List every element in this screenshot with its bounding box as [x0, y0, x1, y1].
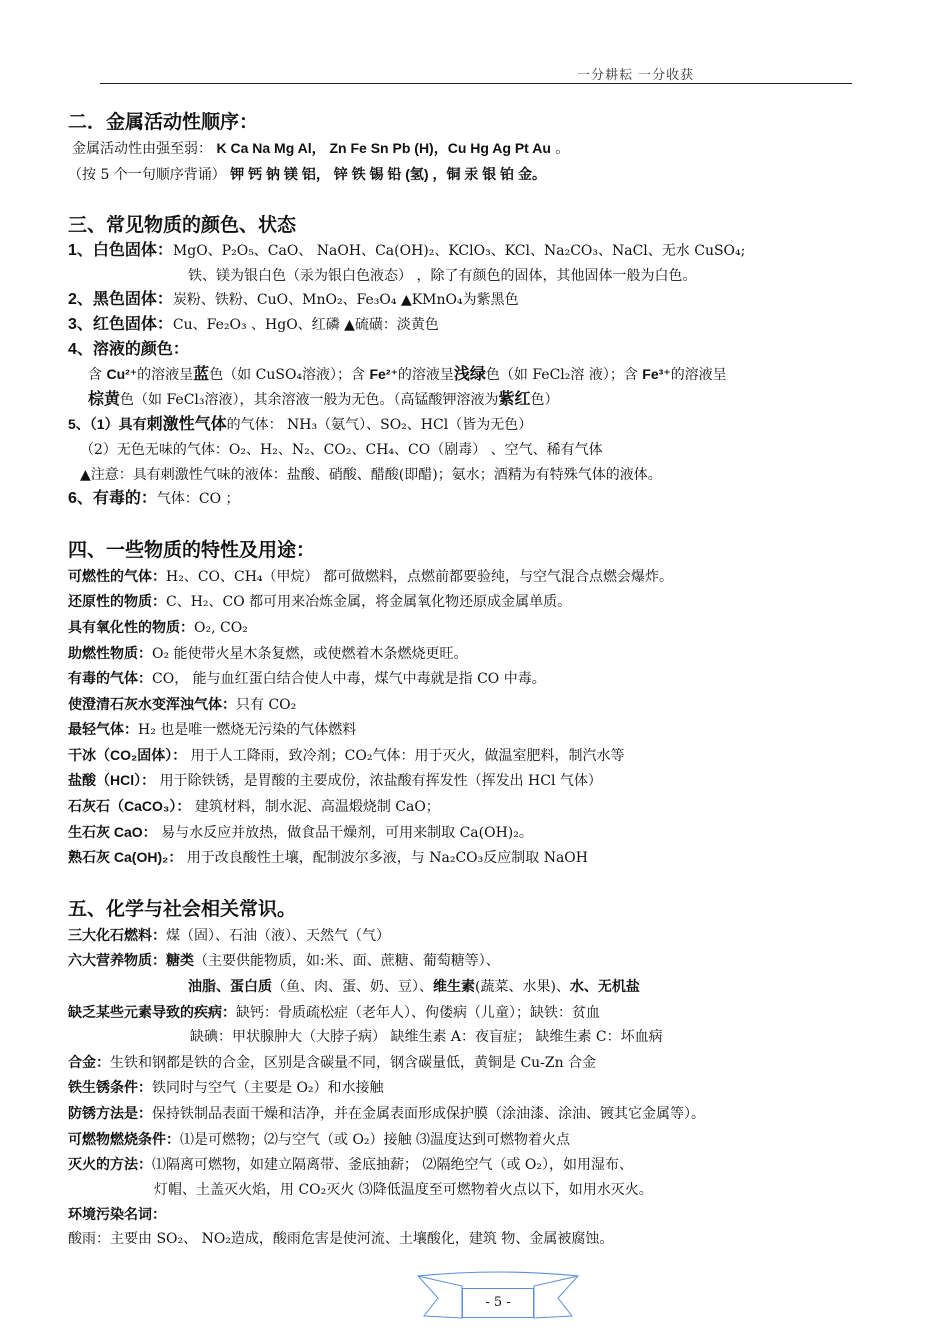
text-span: 5、（1）具有 — [68, 416, 147, 433]
item-key: 灭火的方法： — [68, 1156, 152, 1173]
item-value: ⑴隔离可燃物，如建立隔离带、釜底抽薪； ⑵隔绝空气（或 O₂），如用湿布、 — [152, 1157, 633, 1174]
page-footer — [412, 1270, 584, 1326]
property-value: 只有 CO₂ — [236, 696, 297, 713]
mnemonic-label: （按 5 个一句顺序背诵） — [68, 166, 226, 183]
property-row — [68, 589, 868, 615]
nutrient-sugar: 糖类 — [166, 952, 194, 969]
deficiency-line-1 — [68, 1000, 868, 1026]
white-solids-label: 1、白色固体： — [68, 242, 173, 260]
item-key: 铁生锈条件： — [68, 1079, 152, 1096]
solution-colors-line-2 — [68, 388, 868, 413]
white-solids-cont: 铁、镁为银白色（汞为银白色液态） ，除了有颜色的固体，其他固体一般为白色。 — [188, 267, 697, 284]
nutrient-fat-protein: 油脂、蛋白质 — [188, 978, 272, 995]
item-value: （主要供能物质，如:米、面、蔗糖、葡萄糖等）、 — [194, 953, 500, 970]
property-value: 建筑材料，制水泥、高温煅烧制 CaO； — [190, 799, 440, 816]
property-value: 用于改良酸性土壤，配制波尔多液，与 Na₂CO₃反应制取 NaOH — [182, 850, 588, 867]
text-span: 色） — [530, 391, 559, 408]
item-value: ⑴是可燃物；⑵与空气（或 O₂）接触 ⑶温度达到可燃物着火点 — [180, 1131, 570, 1148]
property-row — [68, 717, 868, 743]
text-span: 含 — [88, 367, 107, 384]
fossil-fuel-line — [68, 923, 868, 949]
property-row — [68, 794, 868, 820]
nutrient-water-salt: 水、无机盐 — [569, 978, 640, 995]
property-value: H₂、CO、CH₄（甲烷） 都可做燃料，点燃前都要验纯，与空气混合点燃会爆炸。 — [166, 568, 673, 585]
pollution-label: 环境污染名词： — [68, 1206, 166, 1223]
header-divider — [100, 83, 852, 84]
fe2-ion: Fe²⁺ — [369, 366, 398, 383]
header-slogan: 一分耕耘 一分收获 — [577, 68, 695, 83]
property-row — [68, 564, 868, 590]
section-3-title: 三、常见物质的颜色、状态 — [68, 214, 297, 237]
property-key: 可燃性的气体： — [68, 567, 166, 584]
section-4-title: 四、一些物质的特性及用途： — [68, 538, 316, 561]
item-value: 保持铁制品表面干燥和洁净，并在金属表面形成保护膜（涂油漆、涂油、镀其它金属等）。 — [152, 1106, 705, 1122]
property-row — [68, 820, 868, 846]
text-span: 色（如 CuSO₄溶液）；含 — [209, 367, 370, 384]
text-span: 的溶液呈 — [397, 367, 454, 384]
rust-prevention-line — [68, 1101, 868, 1127]
property-key: 最轻气体： — [68, 721, 138, 738]
property-value: 用于人工降雨，致冷剂；CO₂气体：用于灭火，做温室肥料，制汽水等 — [186, 747, 625, 764]
toxic-label: 6、有毒的： — [68, 490, 157, 508]
activity-series-mnemonic — [68, 162, 868, 188]
gases-line-1 — [68, 412, 868, 438]
text-span: 的气体： NH₃（氨气）、SO₂、HCl（皆为无色） — [226, 417, 533, 434]
property-row — [68, 641, 868, 667]
item-value: 缺钙：骨质疏松症（老年人）、佝偻病（儿童）；缺铁：贫血 — [236, 1004, 600, 1021]
property-value: O₂ 能使带火星木条复燃，或使燃着木条燃烧更旺。 — [152, 645, 468, 662]
item-value: 生铁和钢都是铁的合金，区别是含碳量不同，钢含碳量低，黄铜是 Cu-Zn 合金 — [110, 1054, 597, 1071]
gases-note: ▲注意：具有刺激性气味的液体：盐酸、硝酸、醋酸(即醋)；氨水；酒精为有特殊气体的液体。 — [80, 466, 662, 483]
toxic-line — [68, 487, 868, 512]
text-span: 的溶液呈 — [137, 367, 194, 384]
property-row — [68, 692, 868, 718]
property-key: 具有氧化性的物质： — [68, 618, 194, 635]
item-value: 铁同时与空气（主要是 O₂）和水接触 — [152, 1080, 384, 1097]
page-number: - 5 - — [462, 1288, 534, 1318]
item-key: 可燃物燃烧条件： — [68, 1130, 180, 1147]
activity-series-end: 。 — [555, 141, 570, 157]
activity-series-symbols: K Ca Na Mg Al， Zn Fe Sn Pb (H)，Cu Hg Ag Pt Au — [216, 140, 551, 156]
rust-line — [68, 1075, 868, 1101]
extinguish-line-1 — [68, 1152, 868, 1178]
property-row — [68, 615, 868, 641]
property-key: 使澄清石灰水变浑浊气体： — [68, 695, 236, 712]
property-row — [68, 743, 868, 769]
property-key: 生石灰 CaO： — [68, 823, 157, 840]
irritant-gas: 刺激性气体 — [146, 416, 227, 434]
text-span: 色（如 FeCl₂溶 液）；含 — [485, 367, 643, 384]
section-5-title: 五、化学与社会相关常识。 — [68, 897, 297, 920]
color-purple: 紫红 — [498, 390, 531, 408]
item-key: 三大化石燃料： — [68, 926, 166, 943]
property-value: H₂ 也是唯一燃烧无污染的气体燃料 — [138, 722, 357, 739]
cu-ion: Cu²⁺ — [106, 366, 138, 383]
property-value: O₂, CO₂ — [194, 619, 248, 636]
properties-list — [68, 564, 868, 871]
white-solids-text: MgO、P₂O₅、CaO、 NaOH、Ca(OH)₂、KClO₃、KCl、Na₂CO₃、NaCl、无水 CuSO₄; — [172, 243, 746, 260]
deficiency-line-2: 缺碘：甲状腺肿大（大脖子病） 缺维生素 A：夜盲症； 缺维生素 C：坏血病 — [190, 1029, 663, 1046]
property-key: 还原性的物质： — [68, 593, 166, 610]
color-brown: 棕黄 — [88, 390, 121, 408]
nutrients-line-2 — [68, 974, 868, 1000]
item-value: 煤（固）、石油（液）、天然气（气） — [166, 927, 390, 944]
property-row — [68, 845, 868, 871]
item-key: 缺乏某些元素导致的疾病： — [68, 1003, 236, 1020]
property-key: 有毒的气体： — [68, 670, 152, 687]
color-blue: 蓝 — [193, 366, 210, 384]
red-solids-text: Cu、Fe₂O₃ 、HgO、红磷 ▲硫磺：淡黄色 — [172, 316, 439, 333]
color-green: 浅绿 — [453, 366, 486, 384]
property-key: 盐酸（HCl）： — [68, 772, 156, 789]
extinguish-line-2: 灯帽、土盖灭火焰，用 CO₂灭火 ⑶降低温度至可燃物着火点以下，如用水灭火。 — [154, 1181, 653, 1198]
nutrient-vitamin: 维生素 — [433, 978, 475, 995]
alloy-line — [68, 1050, 868, 1076]
item-key: 合金： — [68, 1053, 110, 1070]
property-value: CO， 能与血红蛋白结合使人中毒，煤气中毒就是指 CO 中毒。 — [152, 671, 546, 688]
activity-series-line — [68, 136, 868, 162]
item-key: 六大营养物质： — [68, 952, 166, 969]
gases-line-2: （2）无色无味的气体：O₂、H₂、N₂、CO₂、CH₄、CO（剧毒） 、空气、稀有气体 — [80, 441, 603, 458]
property-key: 干冰（CO₂固体）： — [68, 746, 187, 763]
red-solids-label: 3、红色固体： — [68, 315, 173, 333]
item-value: (蔬菜、水果)、 — [475, 979, 570, 996]
property-key: 熟石灰 Ca(OH)₂： — [68, 849, 183, 866]
red-solids-line — [68, 313, 868, 338]
property-value: 易与水反应并放热，做食品干燥剂，可用来制取 Ca(OH)₂。 — [156, 824, 533, 841]
activity-series-label: 金属活动性由强至弱： — [72, 141, 212, 157]
section-2-title: 二．金属活动性顺序： — [68, 111, 259, 133]
nutrients-line-1 — [68, 948, 868, 974]
property-key: 助燃性物质： — [68, 644, 152, 661]
property-value: C、H₂、CO 都可用来冶炼金属，将金属氧化物还原成金属单质。 — [166, 594, 572, 611]
text-span: 的溶液呈 — [670, 367, 727, 384]
item-key: 防锈方法是： — [68, 1105, 152, 1121]
document-body — [68, 108, 868, 1252]
fe3-ion: Fe³⁺ — [642, 366, 671, 383]
combustion-line — [68, 1127, 868, 1153]
property-row — [68, 666, 868, 692]
solution-colors-line-1 — [68, 362, 868, 388]
property-key: 石灰石（CaCO₃）： — [68, 798, 191, 815]
item-value: （鱼、肉、蛋、奶、豆）、 — [272, 979, 433, 996]
solution-colors-label: 4、溶液的颜色： — [68, 340, 189, 358]
white-solids-line — [68, 239, 868, 264]
toxic-text: 气体：CO ； — [156, 491, 240, 508]
black-solids-line — [68, 288, 868, 313]
acid-rain-line: 酸雨：主要由 SO₂、 NO₂造成，酸雨危害是使河流、土壤酸化，建筑 物、金属被腐蚀。 — [68, 1230, 614, 1247]
black-solids-label: 2、黑色固体： — [68, 291, 173, 309]
text-span: 色（如 FeCl₃溶液），其余溶液一般为无色。（高锰酸钾溶液为 — [120, 391, 499, 408]
property-value: 用于除铁锈，是胃酸的主要成份，浓盐酸有挥发性（挥发出 HCl 气体） — [155, 773, 602, 790]
property-row — [68, 768, 868, 794]
mnemonic-text: 钾 钙 钠 镁 铝， 锌 铁 锡 铅 (氢) ，铜 汞 银 铂 金。 — [230, 165, 547, 182]
black-solids-text: 炭粉、铁粉、CuO、MnO₂、Fe₃O₄ ▲KMnO₄为紫黑色 — [172, 292, 519, 309]
